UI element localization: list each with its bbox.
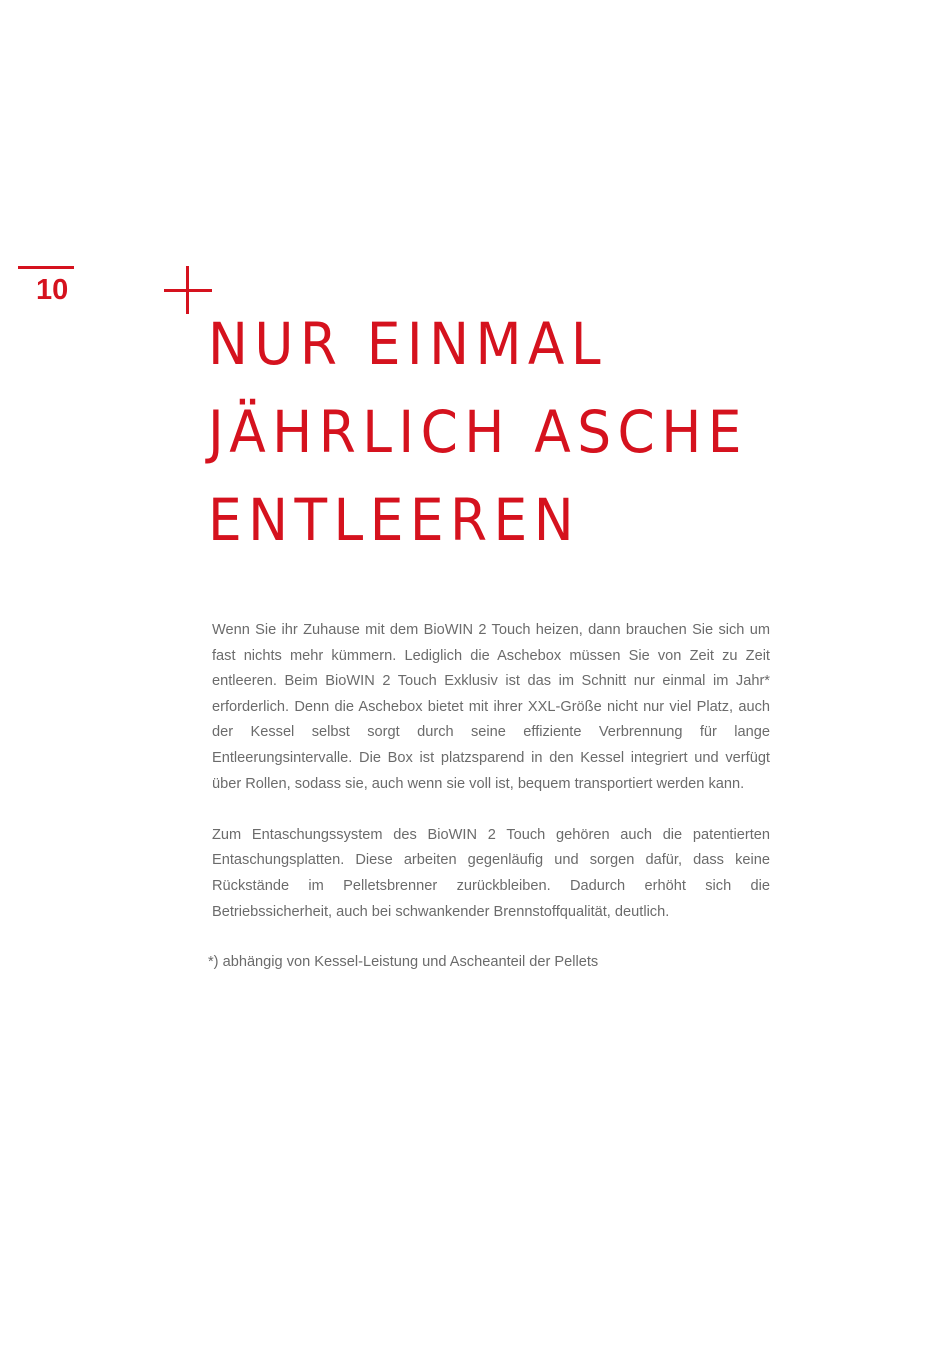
body-paragraph-2: Zum Entaschungssystem des BioWIN 2 Touch gehören auch die patentierten Entaschungsplatten. Diese arbeiten gegenläufig und sorgen dafür, dass keine Rückstände im Pelletsbrenner zurückbleiben. Dadurch erhöht sich die Betriebssicherheit, auch bei schwankender Brennstoffqualität, deutlich. xyxy=(212,826,770,920)
footnote: *) abhängig von Kessel-Leistung und Ascheanteil der Pellets xyxy=(208,954,599,970)
body-paragraph-1: Wenn Sie ihr Zuhause mit dem BioWIN 2 Touch heizen, dann brauchen Sie sich um fast nichts mehr kümmern. Lediglich die Aschebox müssen Sie von Zeit zu Zeit entleeren. Beim BioWIN 2 Touch Exklusiv ist das im Schnitt nur einmal im Jahr* erforderlich. Denn die Aschebox bietet mit ihrer XXL-Größe nicht nur viel Platz, auch der Kessel selbst sorgt durch seine effiziente Verbrennung für lange Entleerungsintervalle. Die Box ist platzsparend in den Kessel integriert und verfügt über Rollen, sodass sie, auch wenn sie voll ist, bequem transportiert werden kann. xyxy=(212,622,770,792)
page-title xyxy=(208,300,928,564)
headline-line-3: ENTLEEREN xyxy=(208,486,581,554)
headline-line-2: JÄHRLICH ASCHE xyxy=(208,398,748,466)
body-text xyxy=(212,618,770,951)
page-number-rule xyxy=(18,266,74,269)
plus-icon xyxy=(164,266,212,314)
page-number: 10 xyxy=(36,274,69,306)
headline-line-1: NUR EINMAL xyxy=(208,310,608,378)
